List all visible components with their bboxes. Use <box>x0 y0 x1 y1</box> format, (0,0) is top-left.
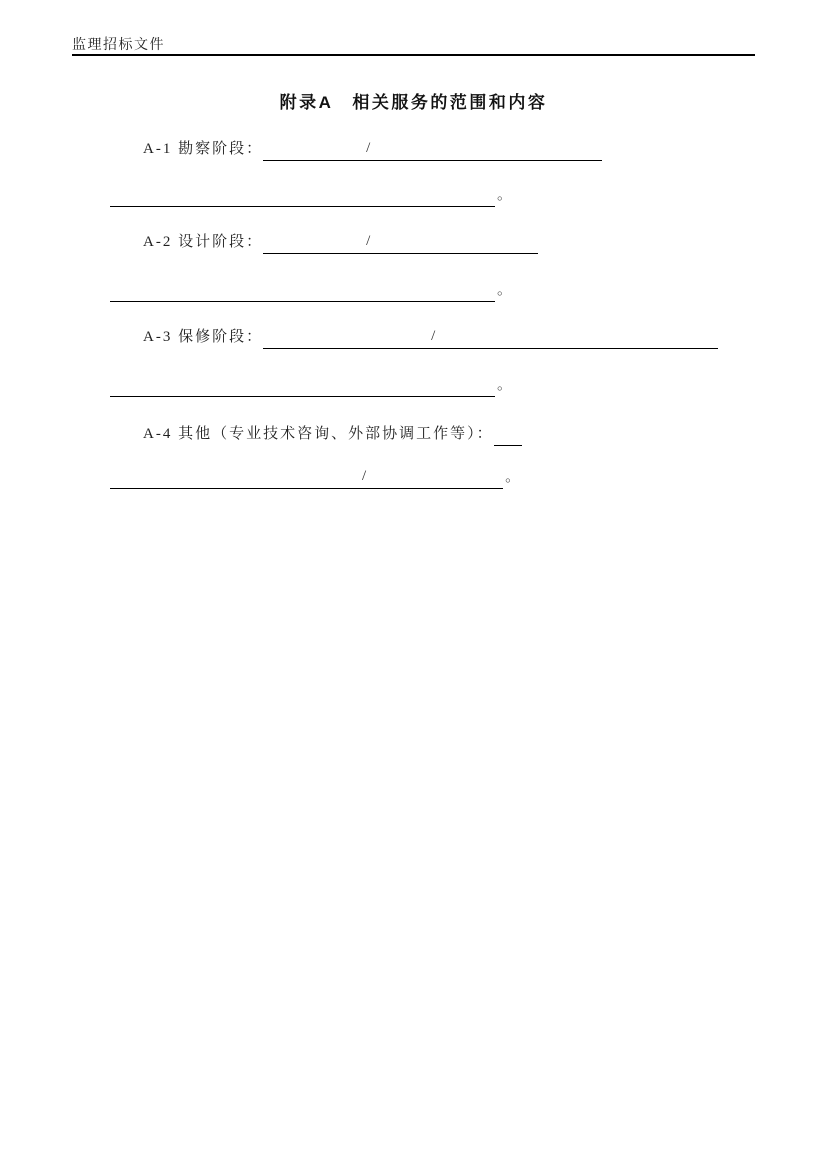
blank-field[interactable] <box>371 465 503 489</box>
continuation-line-a1 <box>110 183 514 207</box>
slash-separator: / <box>363 229 375 254</box>
sentence-period: 。 <box>505 469 523 485</box>
slash-separator: / <box>428 324 440 349</box>
field-label-a1: A-1 勘察阶段： <box>143 141 264 157</box>
blank-field[interactable] <box>263 325 428 349</box>
sentence-period: 。 <box>497 282 515 298</box>
blank-field[interactable] <box>110 183 495 207</box>
blank-field[interactable] <box>440 325 718 349</box>
appendix-title: 附录A 相关服务的范围和内容 <box>279 93 548 112</box>
header-rule <box>72 54 755 56</box>
slash-separator: / <box>363 136 375 161</box>
sentence-period: 。 <box>497 187 515 203</box>
field-row-a2 <box>143 230 538 254</box>
blank-field[interactable] <box>110 465 359 489</box>
field-row-a1 <box>143 137 602 161</box>
page-header-title: 监理招标文件 <box>72 38 165 53</box>
blank-field[interactable] <box>263 230 363 254</box>
blank-field[interactable] <box>110 278 495 302</box>
sentence-period: 。 <box>497 377 515 393</box>
blank-field[interactable] <box>263 137 363 161</box>
blank-field[interactable] <box>375 137 602 161</box>
blank-field[interactable] <box>375 230 538 254</box>
field-row-a3 <box>143 325 718 349</box>
blank-field[interactable] <box>110 373 495 397</box>
continuation-line-a3 <box>110 373 514 397</box>
continuation-line-a4 <box>110 465 522 489</box>
field-label-a4: A-4 其他（专业技术咨询、外部协调工作等）： <box>143 426 494 442</box>
field-row-a4 <box>143 422 522 446</box>
field-label-a3: A-3 保修阶段： <box>143 329 264 345</box>
slash-separator: / <box>359 464 371 489</box>
field-label-a2: A-2 设计阶段： <box>143 234 264 250</box>
continuation-line-a2 <box>110 278 514 302</box>
blank-field[interactable] <box>494 422 522 446</box>
